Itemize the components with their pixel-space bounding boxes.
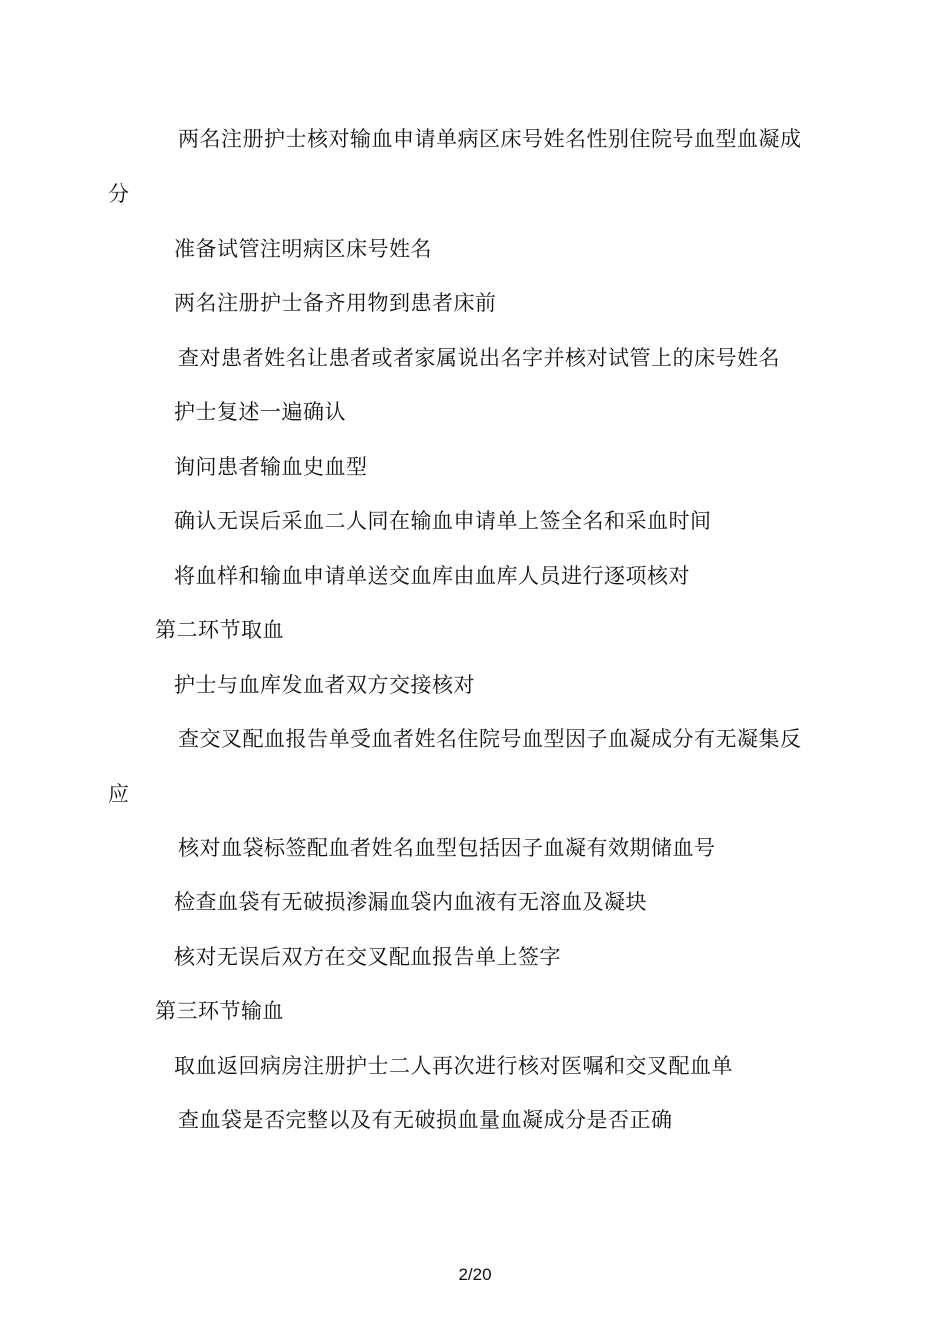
text-line: 分 (108, 182, 130, 206)
text-line: 确认无误后采血二人同在输血申请单上签全名和采血时间 (174, 509, 712, 533)
text-line: 查对患者姓名让患者或者家属说出名字并核对试管上的床号姓名 (178, 346, 780, 370)
text-line: 两名注册护士备齐用物到患者床前 (174, 291, 497, 315)
page-number: 2/20 (458, 1265, 492, 1284)
section-heading: 第二环节取血 (155, 618, 284, 642)
text-line: 两名注册护士核对输血申请单病区床号姓名性别住院号血型血凝成 (178, 127, 802, 151)
text-line: 询问患者输血史血型 (174, 455, 368, 479)
text-line: 护士复述一遍确认 (174, 400, 346, 424)
text-line: 护士与血库发血者双方交接核对 (174, 673, 475, 697)
text-line: 查交叉配血报告单受血者姓名住院号血型因子血凝成分有无凝集反 (178, 727, 802, 751)
text-line: 核对血袋标签配血者姓名血型包括因子血凝有效期储血号 (178, 836, 716, 860)
text-line: 核对无误后双方在交叉配血报告单上签字 (174, 945, 561, 969)
text-line: 准备试管注明病区床号姓名 (174, 237, 432, 261)
text-line: 取血返回病房注册护士二人再次进行核对医嘱和交叉配血单 (174, 1054, 733, 1078)
section-heading: 第三环节输血 (155, 999, 284, 1023)
text-line: 应 (108, 782, 130, 806)
text-line: 将血样和输血申请单送交血库由血库人员进行逐项核对 (174, 564, 690, 588)
text-line: 查血袋是否完整以及有无破损血量血凝成分是否正确 (178, 1108, 673, 1132)
text-line: 检查血袋有无破损渗漏血袋内血液有无溶血及凝块 (174, 890, 647, 914)
